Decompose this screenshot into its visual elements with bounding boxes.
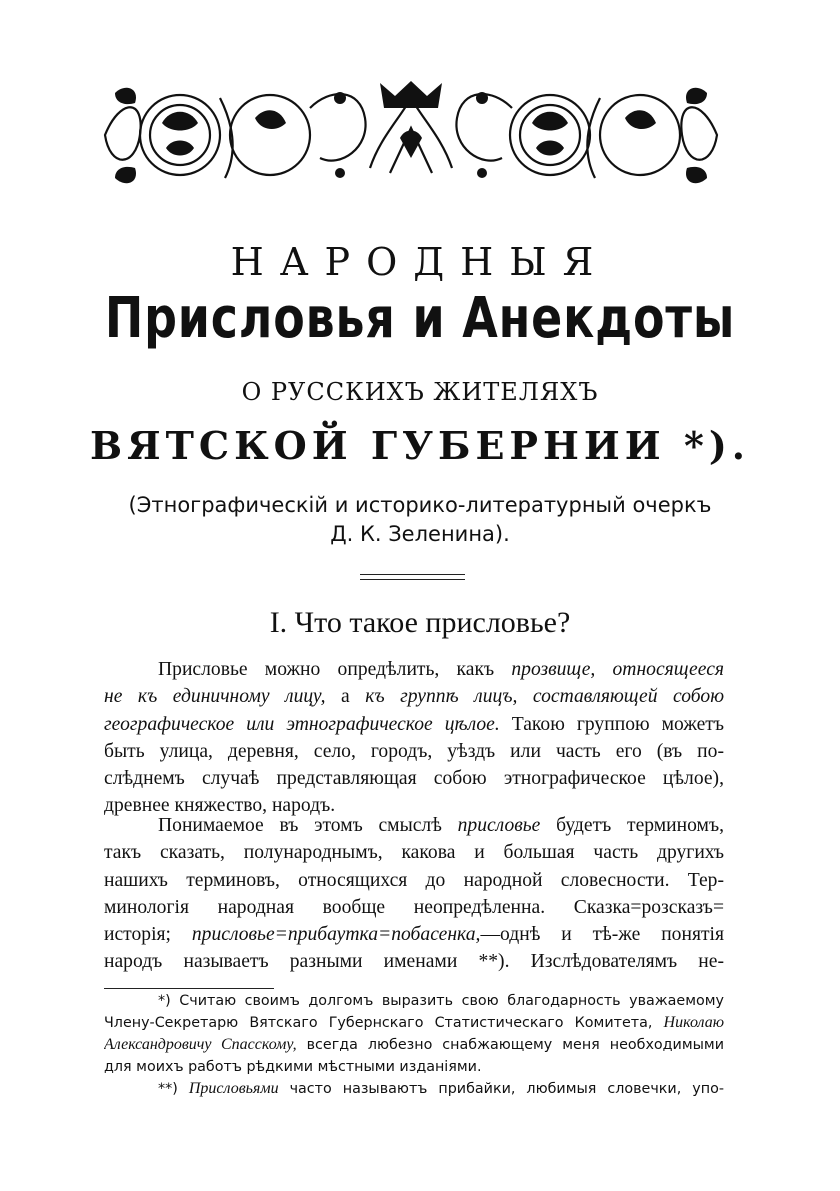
paragraph-line: нашихъ терминовъ, относящихся до народной словесности. Тер- [104, 869, 724, 891]
paragraph-line: древнее княжество, народъ. [104, 795, 336, 817]
floral-ornament-header [100, 78, 722, 192]
paragraph-line: такъ сказать, полународнымъ, какова и большая часть другихъ [104, 842, 724, 864]
paragraph-line: народъ называетъ разными именами **). Изслѣдователямъ не- [104, 951, 724, 973]
text-span: Понимаемое въ этомъ смыслѣ [158, 815, 458, 836]
text-span: исторія; [104, 924, 192, 946]
title-main: Присловья и Анекдоты [104, 286, 736, 351]
footnote-line [104, 1012, 724, 1034]
italic-span: прозвище, относящееся [511, 659, 724, 680]
divider-rule-top [360, 574, 465, 575]
italic-span: Александровичу Спасскому, [104, 1036, 297, 1053]
text-span: **) [158, 1081, 189, 1097]
italic-span: Присловьями [188, 1080, 279, 1097]
text-span: Такою группою можетъ [499, 713, 724, 735]
text-span: Присловье можно опредѣлить, какъ [158, 659, 512, 680]
italic-span: присловье [457, 815, 541, 836]
title-line-1: НАРОДНЫЯ [230, 240, 610, 284]
paragraph-line: минологія народная вообще неопредѣленна. Сказка=розсказъ= [104, 896, 724, 918]
italic-span: къ группѣ лицъ, составляющей собою [365, 686, 724, 708]
section-heading: I. Что такое присловье? [269, 606, 571, 639]
text-span: —однѣ и тѣ-же понятія [480, 924, 724, 946]
paragraph-line [104, 812, 724, 839]
footnote-line [104, 1034, 724, 1056]
subtitle-line-1: (Этнографическій и историко-литературный очеркъ [128, 493, 712, 517]
footnote-line: для моихъ работъ рѣдкими мѣстными изданіями. [104, 1059, 482, 1075]
italic-span: не къ единичному лицу, [104, 686, 326, 708]
title-line-4: ВЯТСКОЙ ГУБЕРНИИ *). [89, 423, 751, 468]
paragraph-2 [104, 812, 724, 976]
paragraph-1 [104, 656, 724, 820]
subtitle-line-2: Д. К. Зеленина). [330, 522, 510, 546]
footnote-divider [104, 988, 274, 989]
italic-span: присловье=прибаутка=побасенка, [191, 924, 481, 946]
divider-rule-bottom [360, 579, 465, 580]
italic-span: географическое или этнографическое цѣлое. [104, 713, 500, 735]
paragraph-line [104, 921, 724, 948]
paragraph-line [104, 683, 724, 710]
paragraph-line [104, 711, 724, 738]
text-span: будетъ терминомъ, [540, 815, 724, 836]
footnote-line: *) Считаю своимъ долгомъ выразить свою благодарность уважаемому [158, 993, 724, 1009]
text-span: Члену-Секретарю Вятскаго Губернскаго Статистическаго Комитета, [104, 1015, 664, 1031]
footnote-2 [104, 1078, 724, 1100]
paragraph-line: быть улица, деревня, село, городъ, уѣздъ или часть его (въ по- [104, 740, 724, 762]
title-line-3: О РУССКИХЪ ЖИТЕЛЯХЪ [241, 378, 599, 406]
text-span: всегда любезно снабжающему меня необходимыми [296, 1037, 724, 1053]
text-span: а [325, 686, 366, 708]
paragraph-line [104, 656, 724, 683]
italic-span: Николаю [663, 1014, 724, 1031]
footnote-1 [104, 990, 724, 1078]
text-span: часто называютъ прибайки, любимыя словечки, упо- [278, 1081, 724, 1097]
footnote-line [104, 1078, 724, 1100]
paragraph-line: слѣднемъ случаѣ представляющая собою этнографическое цѣлое), [104, 768, 724, 790]
